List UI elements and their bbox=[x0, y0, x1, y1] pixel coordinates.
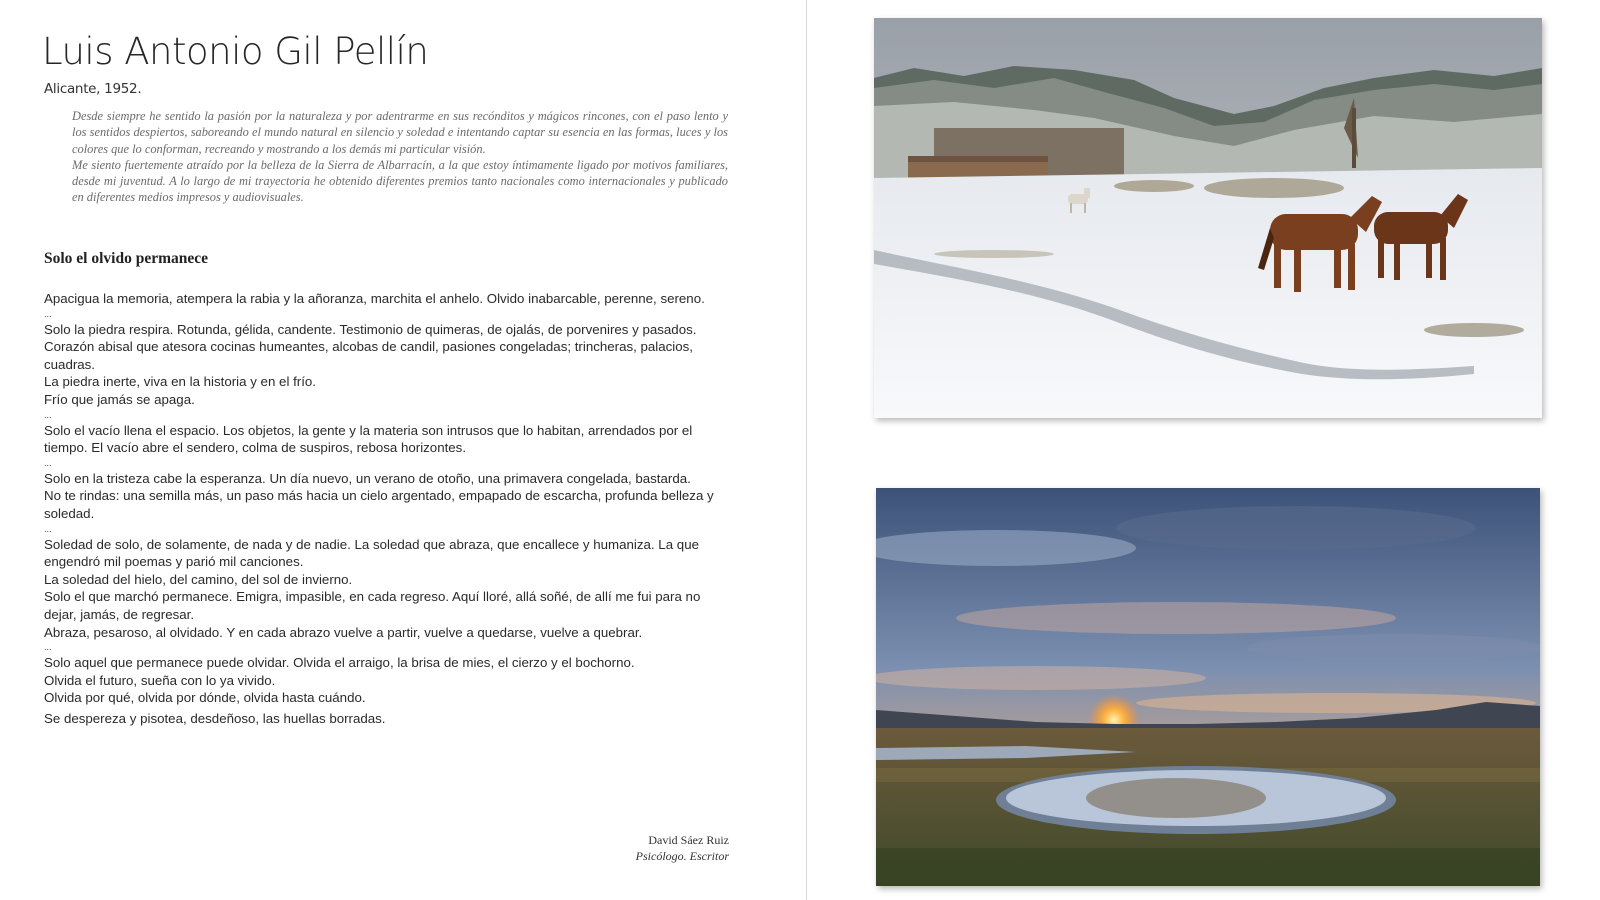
bio-paragraph: Me siento fuertemente atraído por la belleza de la Sierra de Albarracín, a la que estoy íntimamente ligado por motivos familiares, desde mi juventud. A lo largo de mi trayectoria he obtenido diferentes premios tanto nacionales como internacionales y publicado en diferentes medios impresos y audiovisuales. bbox=[72, 157, 728, 205]
poem-line: La soledad del hielo, del camino, del sol de invierno. bbox=[44, 571, 353, 587]
author-bio bbox=[72, 108, 728, 206]
page-spread-divider bbox=[806, 0, 807, 900]
poem-body bbox=[44, 290, 734, 727]
snow-horses-photo bbox=[874, 18, 1542, 418]
stanza-separator: ... bbox=[44, 457, 52, 468]
stanza-separator: ... bbox=[44, 642, 52, 653]
sunset-wetland-photo bbox=[876, 488, 1540, 886]
poem-line: Solo aquel que permanece puede olvidar. Olvida el arraigo, la brisa de mies, el cierzo y el bochorno. bbox=[44, 655, 635, 671]
signature-role: Psicólogo. Escritor bbox=[635, 849, 729, 863]
poem-line: Solo en la tristeza cabe la esperanza. Un día nuevo, un verano de otoño, una primavera congelada, bastarda. bbox=[44, 470, 691, 486]
poem-line: La piedra inerte, viva en la historia y en el frío. bbox=[44, 374, 316, 390]
poem-line: Solo el que marchó permanece. Emigra, impasible, en cada regreso. Aquí lloré, allá soñé, de allí me fui para no dejar, jamás, de regresar. bbox=[44, 589, 701, 622]
author-name: Luis Antonio Gil Pellín bbox=[42, 30, 429, 73]
stanza-separator: ... bbox=[44, 308, 52, 319]
poem-line: No te rindas: una semilla más, un paso más hacia un cielo argentado, empapado de escarcha, profunda belleza y soledad. bbox=[44, 488, 714, 521]
snow-horses-illustration bbox=[874, 18, 1542, 418]
poem-closing-line: Se despereza y pisotea, desdeñoso, las huellas borradas. bbox=[44, 710, 386, 726]
poem-line: Solo la piedra respira. Rotunda, gélida, candente. Testimonio de quimeras, de ojalás, de porvenires y pasados. Corazón abisal que atesora cocinas humeantes, alcobas de candil, pasiones congeladas; trincheras, palacios, cuadras. bbox=[44, 321, 697, 372]
poem-title: Solo el olvido permanece bbox=[44, 250, 209, 267]
signature bbox=[636, 832, 729, 864]
poem-line: Apacigua la memoria, atempera la rabia y la añoranza, marchita el anhelo. Olvido inabarcable, perenne, sereno. bbox=[44, 291, 705, 306]
stanza-separator: ... bbox=[44, 523, 52, 534]
poem-line: Solo el vacío llena el espacio. Los objetos, la gente y la materia son intrusos que lo habitan, arrendados por el tiempo. El vacío abre el sendero, colma de suspiros, rebosa horizontes. bbox=[44, 422, 693, 456]
poem-line: Frío que jamás se apaga. bbox=[44, 391, 195, 407]
signature-name: David Sáez Ruiz bbox=[648, 833, 729, 847]
poem-line: Soledad de solo, de solamente, de nada y de nadie. La soledad que abraza, que encallece y humaniza. La que engendró mil poemas y parió mil canciones. bbox=[44, 536, 699, 570]
poem-line: Olvida el futuro, sueña con lo ya vivido. bbox=[44, 672, 276, 688]
poem-line: Olvida por qué, olvida por dónde, olvida hasta cuándo. bbox=[44, 690, 366, 706]
poem-line: Abraza, pesaroso, al olvidado. Y en cada abrazo vuelve a partir, vuelve a quedarse, vuelve a quebrar. bbox=[44, 624, 643, 640]
author-origin: Alicante, 1952. bbox=[44, 81, 142, 97]
stanza-separator: ... bbox=[44, 409, 52, 420]
sunset-wetland-illustration bbox=[876, 488, 1540, 886]
bio-paragraph: Desde siempre he sentido la pasión por la naturaleza y por adentrarme en sus recónditos y mágicos rincones, con el paso lento y los sentidos despiertos, saboreando el mundo natural en silencio y soledad e intentando captar su esencia en las formas, luces y los colores que lo conforman, recreando y mostrando a los demás mi particular visión. bbox=[72, 109, 728, 156]
